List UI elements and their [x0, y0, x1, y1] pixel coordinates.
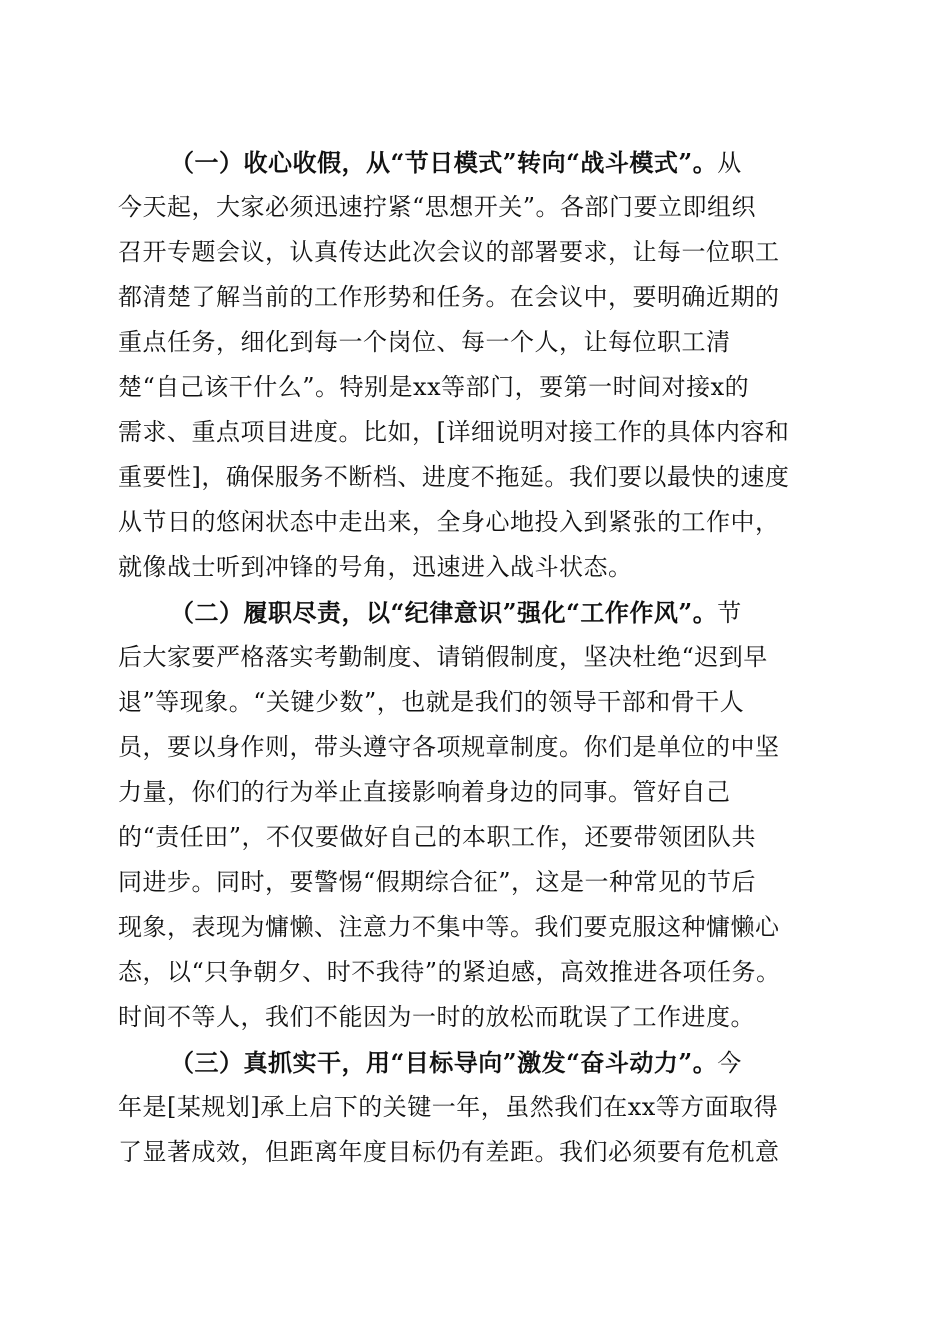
paragraph-2: [118, 590, 830, 1040]
paragraph-line: 退”等现象。“关键少数”，也就是我们的领导干部和骨干人: [118, 688, 745, 716]
paragraph-line: 都清楚了解当前的工作形势和任务。在会议中，要明确近期的: [118, 283, 780, 311]
paragraph-text: 今: [717, 1049, 742, 1077]
paragraph-line: 员，要以身作则，带头遵守各项规章制度。你们是单位的中坚: [118, 733, 780, 761]
paragraph-line: 就像战士听到冲锋的号角，迅速进入战斗状态。: [118, 553, 633, 581]
paragraph-line: 重要性]，确保服务不断档、进度不拖延。我们要以最快的速度: [118, 463, 790, 491]
paragraph-first-line: [118, 140, 830, 185]
paragraph-line: 同进步。同时，要警惕“假期综合征”，这是一种常见的节后: [118, 868, 757, 896]
paragraph-line: 现象，表现为慵懒、注意力不集中等。我们要克服这种慵懒心: [118, 913, 780, 941]
section-heading-3: （三）真抓实干，用“目标导向”激发“奋斗动力”。: [170, 1048, 718, 1077]
paragraph-line: 的“责任田”，不仅要做好自己的本职工作，还要带领团队共: [118, 823, 757, 851]
paragraph-line: 时间不等人，我们不能因为一时的放松而耽误了工作进度。: [118, 1003, 755, 1031]
paragraph-line: 从节日的悠闲状态中走出来，全身心地投入到紧张的工作中，: [118, 508, 780, 536]
paragraph-1: [118, 140, 830, 590]
paragraph-line: 了显著成效，但距离年度目标仍有差距。我们必须要有危机意: [118, 1138, 780, 1166]
section-heading-2: （二）履职尽责，以“纪律意识”强化“工作作风”。: [170, 598, 718, 627]
paragraph-line: 楚“自己该干什么”。特别是xx等部门，要第一时间对接x的: [118, 373, 750, 401]
paragraph-line: 今天起，大家必须迅速拧紧“思想开关”。各部门要立即组织: [118, 193, 757, 221]
paragraph-line: 召开专题会议，认真传达此次会议的部署要求，让每一位职工: [118, 238, 780, 266]
paragraph-line: 态，以“只争朝夕、时不我待”的紧迫感，高效推进各项任务。: [118, 958, 781, 986]
paragraph-first-line: [118, 1040, 830, 1085]
paragraph-line: 力量，你们的行为举止直接影响着身边的同事。管好自己: [118, 778, 731, 806]
paragraph-3: [118, 1040, 830, 1175]
document-body: [118, 140, 830, 1175]
paragraph-line: 重点任务，细化到每一个岗位、每一个人，让每位职工清: [118, 328, 731, 356]
paragraph-line: 年是[某规划]承上启下的关键一年，虽然我们在xx等方面取得: [118, 1093, 779, 1121]
paragraph-text: 节: [717, 599, 742, 627]
paragraph-line: 后大家要严格落实考勤制度、请销假制度，坚决杜绝“迟到早: [118, 643, 768, 671]
section-heading-1: （一）收心收假，从“节日模式”转向“战斗模式”。: [170, 148, 718, 177]
paragraph-text: 从: [717, 149, 742, 177]
paragraph-first-line: [118, 590, 830, 635]
paragraph-line: 需求、重点项目进度。比如，[详细说明对接工作的具体内容和: [118, 418, 790, 446]
